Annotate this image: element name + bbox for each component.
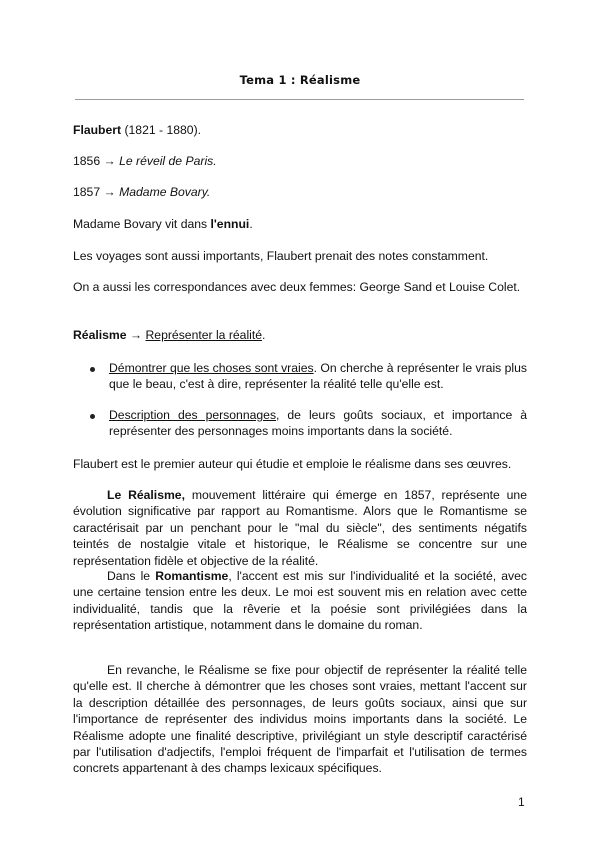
work-title: Le réveil de Paris. <box>119 154 217 168</box>
premier-auteur-line: Flaubert est le premier auteur qui étudie et emploie le réalisme dans ses œuvres. <box>73 457 512 471</box>
page-number: 1 <box>518 795 525 809</box>
para-text: mouvement littéraire qui émerge en 1857, représente une évolution significative par rapport au Romantisme. Alors que le Romantisme se caractérisait par un penchant pour le "mal du siècle", des sentiments négatifs teintés de nostalgie vitale et historique, le Réalisme se concentre sur une représentation fidèle et objective de la réalité. <box>73 488 527 568</box>
para-pre: Dans le <box>107 569 156 583</box>
work-line-1857 <box>73 184 210 200</box>
bullet-item-2 <box>109 407 527 440</box>
document-title: Tema 1 : Réalisme <box>239 73 361 87</box>
realisme-definition <box>73 327 265 343</box>
ennui-suffix: . <box>249 217 253 231</box>
work-year: 1857 → <box>73 185 120 199</box>
paragraph-romantisme <box>73 568 527 634</box>
paragraph-realisme <box>73 487 527 569</box>
bullet-rest: . On cherche à représenter le vrais plus que le beau, c'est à dire, représenter la réalité telle qu'elle est. <box>109 361 527 392</box>
bullet-rest: , de leurs goûts sociaux, et importance à représenter des personnages moins importants dans la société. <box>109 408 527 439</box>
author-dates: (1821 - 1880). <box>121 123 202 137</box>
author-name: Flaubert <box>73 123 122 137</box>
paragraph-en-revanche <box>73 662 527 777</box>
para-bold: Le Réalisme, <box>107 488 185 502</box>
para-text: En revanche, le Réalisme se fixe pour objectif de représenter la réalité telle qu'elle est. Il cherche à démontrer que les choses sont vraies, mettant l'accent sur la description détaillée des personnages, de leurs goûts sociaux, ainsi que sur l'importance de représenter des individus moins importants dans la société. Le Réalisme adopte une finalité descriptive, privilégiant un style descriptif caractérisé par l'utilisation d'adjectifs, l'emploi fréquent de l'imparfait et l'utilisation de termes concrets appartenant à des champs lexicaux spécifiques. <box>73 663 527 776</box>
realisme-def: Représenter la réalité <box>145 328 263 342</box>
voyages-line: Les voyages sont aussi importants, Flaubert prenait des notes constamment. <box>73 249 489 263</box>
ennui-line <box>73 216 253 232</box>
bullet-head: Description des personnages <box>109 408 277 422</box>
work-title: Madame Bovary. <box>119 185 211 199</box>
ennui-prefix: Madame Bovary vit dans <box>73 217 211 231</box>
arrow: → <box>126 328 146 342</box>
title-divider <box>75 99 524 100</box>
correspondances-line: On a aussi les correspondances avec deux femmes: George Sand et Louise Colet. <box>73 280 521 294</box>
bullet-icon <box>90 414 95 419</box>
para-text: , l'accent est mis sur l'individualité et la société, avec une certaine tension entre les deux. Le moi est souvent mis en relation avec cette individualité, tandis que la rêverie et la poésie sont privilégiées dans la représentation artistique, notamment dans le domaine du roman. <box>73 569 528 633</box>
author-line <box>73 122 201 138</box>
realisme-term: Réalisme <box>73 328 127 342</box>
work-line-1856 <box>73 153 217 169</box>
work-year: 1856 → <box>73 154 120 168</box>
bullet-head: Démontrer que les choses sont vraies <box>109 361 314 375</box>
ennui-word: l'ennui <box>210 217 250 231</box>
para-bold: Romantisme <box>155 569 229 583</box>
bullet-icon <box>90 367 95 372</box>
bullet-item-1 <box>109 360 527 393</box>
realisme-end: . <box>262 328 266 342</box>
